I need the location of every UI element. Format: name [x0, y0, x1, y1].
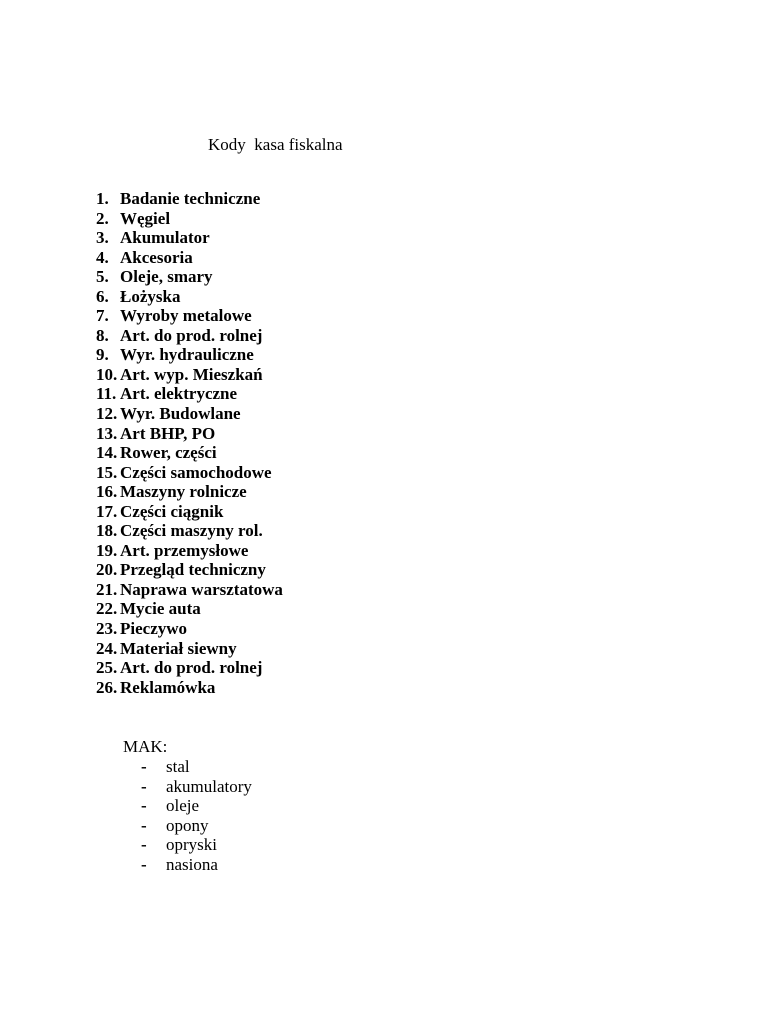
- code-label: Przegląd techniczny: [120, 560, 266, 580]
- mak-item-label: nasiona: [166, 854, 218, 874]
- code-item: [96, 326, 283, 346]
- mak-item-label: akumulatory: [166, 776, 252, 796]
- code-number: 15.: [96, 462, 118, 482]
- code-item: [96, 580, 283, 600]
- code-item: [96, 599, 283, 619]
- code-number: 1.: [96, 189, 109, 208]
- document-title: Kody kasa fiskalna: [208, 135, 343, 154]
- code-item: [96, 424, 283, 444]
- mak-item: [141, 777, 252, 797]
- code-number: 23.: [96, 619, 118, 639]
- code-label: Części ciągnik: [120, 501, 224, 521]
- code-item: [96, 463, 283, 483]
- code-label: Art. przemysłowe: [120, 540, 249, 560]
- dash-bullet-icon: -: [141, 796, 147, 816]
- code-label: Reklamówka: [120, 677, 216, 697]
- code-label: Akcesoria: [120, 247, 193, 267]
- code-item: [96, 521, 283, 541]
- code-number: 14.: [96, 443, 118, 463]
- mak-item: [141, 855, 252, 875]
- code-number: 21.: [96, 579, 118, 599]
- dash-bullet-icon: -: [141, 835, 147, 855]
- code-number: 17.: [96, 501, 118, 521]
- code-label: Części maszyny rol.: [120, 521, 263, 541]
- mak-label: MAK:: [123, 737, 168, 756]
- code-number: 19.: [96, 540, 118, 560]
- code-item: [96, 209, 283, 229]
- code-label: Części samochodowe: [120, 462, 272, 482]
- mak-item: [141, 816, 252, 836]
- code-label: Łożyska: [120, 286, 181, 306]
- code-item: [96, 189, 283, 209]
- code-item: [96, 267, 283, 287]
- code-number: 7.: [96, 306, 109, 326]
- code-label: Materiał siewny: [120, 638, 237, 658]
- mak-item: [141, 835, 252, 855]
- code-number: 11.: [96, 384, 117, 404]
- code-item: [96, 541, 283, 561]
- code-label: Badanie techniczne: [120, 189, 261, 208]
- mak-item: [141, 796, 252, 816]
- code-item: [96, 443, 283, 463]
- codes-list: [96, 189, 283, 697]
- code-label: Art. wyp. Mieszkań: [120, 364, 263, 384]
- dash-bullet-icon: -: [141, 776, 147, 796]
- code-label: Wyr. hydrauliczne: [120, 345, 254, 365]
- dash-bullet-icon: -: [141, 854, 147, 874]
- code-number: 25.: [96, 658, 118, 678]
- code-item: [96, 228, 283, 248]
- code-label: Wyroby metalowe: [120, 306, 252, 326]
- code-label: Wyr. Budowlane: [120, 404, 241, 424]
- code-number: 5.: [96, 267, 109, 287]
- code-number: 10.: [96, 364, 118, 384]
- code-number: 26.: [96, 677, 118, 697]
- code-number: 6.: [96, 286, 109, 306]
- code-label: Oleje, smary: [120, 267, 213, 287]
- code-label: Naprawa warsztatowa: [120, 579, 283, 599]
- code-number: 2.: [96, 208, 109, 228]
- code-item: [96, 619, 283, 639]
- code-label: Art. do prod. rolnej: [120, 658, 263, 678]
- code-number: 22.: [96, 599, 118, 619]
- code-label: Węgiel: [120, 208, 171, 228]
- code-number: 18.: [96, 521, 118, 541]
- code-label: Akumulator: [120, 228, 210, 248]
- code-item: [96, 502, 283, 522]
- code-item: [96, 248, 283, 268]
- code-number: 16.: [96, 482, 118, 502]
- code-label: Art. do prod. rolnej: [120, 325, 263, 345]
- mak-item-label: opony: [166, 815, 209, 835]
- code-label: Art. elektryczne: [120, 384, 238, 404]
- code-item: [96, 482, 283, 502]
- mak-list: [141, 757, 252, 875]
- code-label: Art BHP, PO: [120, 423, 216, 443]
- code-number: 9.: [96, 345, 109, 365]
- code-item: [96, 560, 283, 580]
- code-item: [96, 639, 283, 659]
- code-number: 20.: [96, 560, 118, 580]
- code-item: [96, 678, 283, 698]
- code-item: [96, 365, 283, 385]
- code-item: [96, 404, 283, 424]
- mak-item-label: stal: [166, 757, 190, 776]
- dash-bullet-icon: -: [141, 815, 147, 835]
- code-number: 24.: [96, 638, 118, 658]
- code-number: 3.: [96, 228, 109, 248]
- code-item: [96, 384, 283, 404]
- code-item: [96, 306, 283, 326]
- code-label: Maszyny rolnicze: [120, 482, 247, 502]
- mak-item-label: opryski: [166, 835, 217, 855]
- code-item: [96, 345, 283, 365]
- code-number: 8.: [96, 325, 109, 345]
- dash-bullet-icon: -: [141, 757, 147, 776]
- code-item: [96, 287, 283, 307]
- mak-item: [141, 757, 252, 777]
- code-item: [96, 658, 283, 678]
- code-label: Pieczywo: [120, 619, 188, 639]
- code-number: 4.: [96, 247, 109, 267]
- mak-item-label: oleje: [166, 796, 200, 816]
- code-label: Mycie auta: [120, 599, 201, 619]
- code-number: 13.: [96, 423, 118, 443]
- code-number: 12.: [96, 404, 118, 424]
- code-label: Rower, części: [120, 443, 217, 463]
